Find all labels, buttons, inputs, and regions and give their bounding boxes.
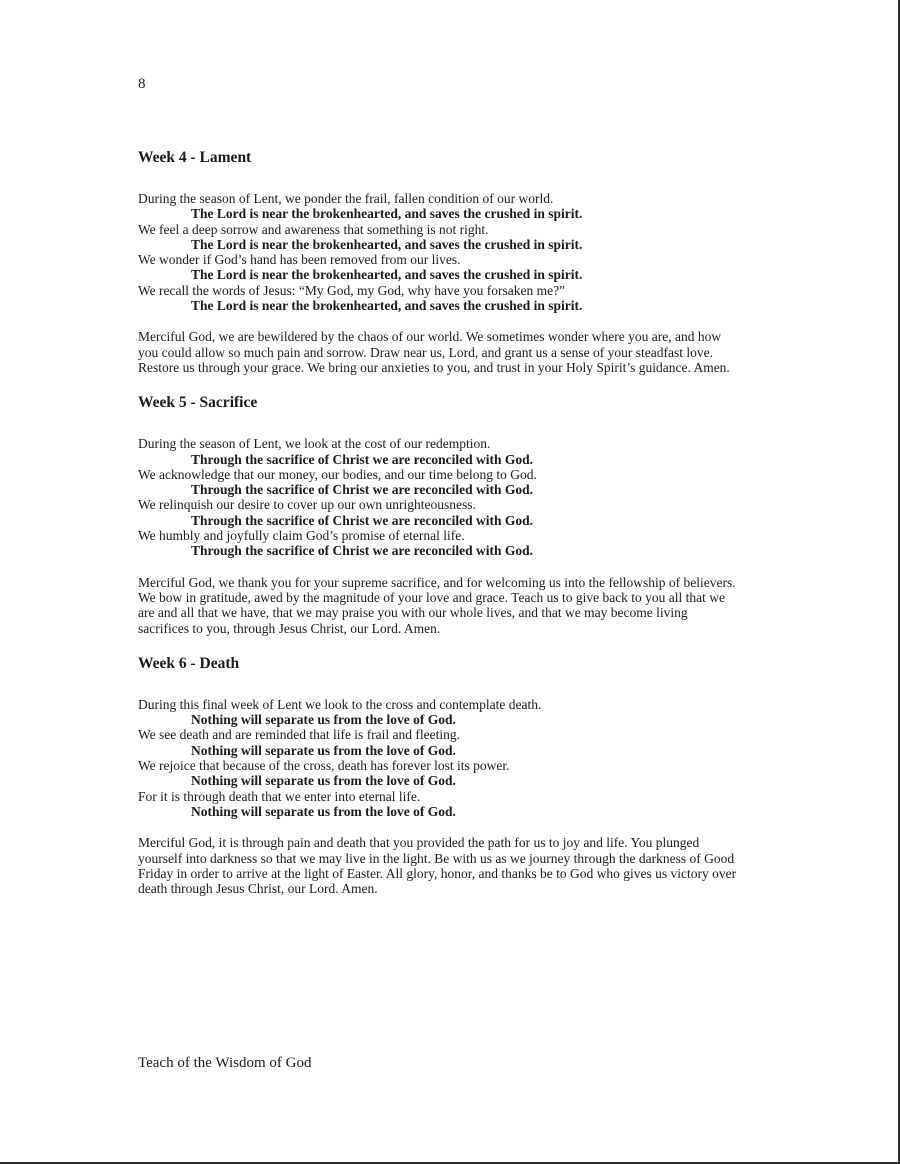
litany-call: During this final week of Lent we look to the cross and contemplate death. bbox=[138, 696, 542, 712]
litany-call: For it is through death that we enter into eternal life. bbox=[138, 788, 421, 804]
closing-prayer: Merciful God, we are bewildered by the chaos of our world. We sometimes wonder where you are, and how you could allow so much pain and sorrow. Draw near us, Lord, and grant us a sense of your steadfast love. Restore us through your grace. We bring our anxieties to you, and trust in your Holy Spirit’s guidance. Amen. bbox=[138, 329, 730, 375]
litany-call: We humbly and joyfully claim God’s promise of eternal life. bbox=[138, 528, 465, 544]
litany-call: We wonder if God’s hand has been removed from our lives. bbox=[138, 252, 461, 268]
week-4-section bbox=[138, 148, 738, 375]
week-heading: Week 4 - Lament bbox=[138, 149, 252, 166]
litany-response: Nothing will separate us from the love of God. bbox=[191, 712, 456, 728]
litany bbox=[138, 697, 738, 819]
week-6-section bbox=[138, 654, 738, 897]
week-5-section bbox=[138, 393, 738, 636]
litany-call: We feel a deep sorrow and awareness that something is not right. bbox=[138, 221, 489, 237]
litany-response: Nothing will separate us from the love of God. bbox=[191, 773, 456, 789]
litany-call: We see death and are reminded that life is frail and fleeting. bbox=[138, 727, 461, 743]
litany-response: Nothing will separate us from the love of God. bbox=[191, 742, 456, 758]
litany-response: The Lord is near the brokenhearted, and saves the crushed in spirit. bbox=[191, 206, 583, 222]
litany bbox=[138, 191, 738, 313]
closing-prayer: Merciful God, we thank you for your supreme sacrifice, and for welcoming us into the fellowship of believers. We bow in gratitude, awed by the magnitude of your love and grace. Teach us to give back to you all that we are and all that we have, that we may praise you with our whole lives, and that we may become living sacrifices to you, through Jesus Christ, our Lord. Amen. bbox=[138, 574, 736, 636]
litany-response: Through the sacrifice of Christ we are reconciled with God. bbox=[191, 543, 533, 559]
litany-call: During the season of Lent, we ponder the frail, fallen condition of our world. bbox=[138, 191, 554, 206]
litany-response: The Lord is near the brokenhearted, and saves the crushed in spirit. bbox=[191, 236, 583, 252]
litany-call: During the season of Lent, we look at the cost of our redemption. bbox=[138, 436, 491, 452]
litany-call: We relinquish our desire to cover up our own unrighteousness. bbox=[138, 497, 476, 513]
litany-response: Through the sacrifice of Christ we are reconciled with God. bbox=[191, 512, 533, 528]
page-number: 8 bbox=[138, 76, 146, 92]
litany-response: Through the sacrifice of Christ we are reconciled with God. bbox=[191, 451, 533, 467]
litany-response: The Lord is near the brokenhearted, and saves the crushed in spirit. bbox=[191, 298, 583, 314]
litany-response: Nothing will separate us from the love of God. bbox=[191, 803, 456, 819]
week-heading: Week 5 - Sacrifice bbox=[138, 394, 258, 412]
closing-prayer: Merciful God, it is through pain and death that you provided the path for us to joy and life. You plunged yourself into darkness so that we may live in the light. Be with us as we journey through the darkness of Good Friday in order to arrive at the light of Easter. All glory, honor, and thanks be to God who gives us victory over death through Jesus Christ, our Lord. Amen. bbox=[138, 835, 737, 897]
litany-response: Through the sacrifice of Christ we are reconciled with God. bbox=[191, 482, 533, 498]
page-footer: Teach of the Wisdom of God bbox=[138, 1055, 312, 1071]
week-heading: Week 6 - Death bbox=[138, 654, 240, 672]
litany-response: The Lord is near the brokenhearted, and saves the crushed in spirit. bbox=[191, 267, 583, 283]
litany-call: We recall the words of Jesus: “My God, my God, why have you forsaken me?” bbox=[138, 282, 566, 298]
litany bbox=[138, 436, 738, 558]
litany-call: We rejoice that because of the cross, death has forever lost its power. bbox=[138, 758, 510, 774]
document-body bbox=[138, 148, 738, 896]
litany-call: We acknowledge that our money, our bodies, and our time belong to God. bbox=[138, 466, 537, 482]
